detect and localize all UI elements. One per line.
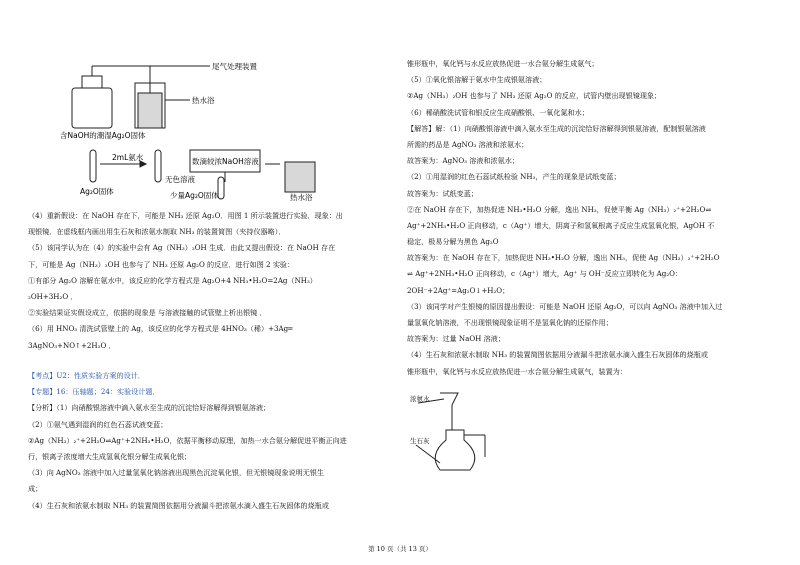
left-column-upper xyxy=(28,208,398,354)
figure1-caption: 含NaOH的潮湿Ag₂O固体 xyxy=(60,131,146,140)
text-line: 成； xyxy=(28,484,43,494)
right-column xyxy=(407,56,779,380)
fenxi-line: 【分析】（1）向硝酸银溶液中滴入氨水至生成的沉淀恰好溶解得到银氨溶液； xyxy=(28,403,271,413)
text-line: ②Ag（NH₃）₂⁺+2H₂O⇌Ag⁺+2NH₃•H₂O，依据平衡移动原理，加热一水合氨分解促进平衡正向进 xyxy=(28,435,347,445)
label-conc-ammonia: 浓氨水 xyxy=(410,395,430,403)
label-hot-bath-2: 热水浴 xyxy=(290,193,313,202)
label-colorless: 无色溶液 xyxy=(165,175,195,184)
label-quicklime: 生石灰 xyxy=(410,437,430,445)
figure-apparatus-2 xyxy=(40,142,340,202)
text-line: （2）①氨气遇到湿润的红色石蕊试液变蓝； xyxy=(28,419,168,429)
text-line: 故答案为：在 NaOH 存在下，加热促进 NH₃•H₂O 分解，逸出 NH₃，促使 Ag（NH₃）₂⁺+2H₂O xyxy=(407,253,720,263)
text-line: 锥形瓶中，氧化钙与水反应放热促进一水合氨分解生成氨气； xyxy=(407,59,599,68)
flask-ag2o xyxy=(72,88,112,128)
text-line: 量氢氧化钠溶液，不出现银镜现象证明不是氢氧化钠的还原作用； xyxy=(407,318,613,327)
text-line: （6）用 HNO₃ 清洗试管壁上的 Ag，该反应的化学方程式是 4HNO₃（稀）+3Ag═ xyxy=(28,324,293,334)
text-line: 现银镜．在虚线框内画出用生石灰和浓氨水制取 NH₃ 的装置简图（夹持仪器略）． xyxy=(28,227,286,237)
text-line: ⇌ Ag⁺+2NH₃•H₂O 正向移动，c（Ag⁺）增大，Ag⁺ 与 OH⁻反应立即转化为 Ag₂O： xyxy=(407,269,682,279)
text-line: （4）生石灰和浓氨水制取 NH₃ 的装置简图依据用分液漏斗把浓氨水滴入盛生石灰固体的烧瓶或 xyxy=(407,350,708,360)
label-tail-gas: 尾气处理装置 xyxy=(212,62,257,71)
label-naoh: 数滴较浓NaOH溶液 xyxy=(192,157,259,166)
text-line: （3）该同学对产生银镜的原因提出假设：可能是 NaOH 还原 Ag₂O，可以向 AgNO₃ 溶液中加入过 xyxy=(407,301,723,311)
label-little-ag2o: 少量Ag₂O固体 xyxy=(170,191,219,200)
text-line: ②Ag（NH₃）₂OH 也参与了 NH₃ 还原 Ag₂O 的反应，试管内壁出现银镜现象； xyxy=(407,91,662,101)
text-line: （2）①用湿润的红色石蕊试纸检验 NH₃，产生的现象是试纸变蓝； xyxy=(407,172,621,182)
jieda-line: 【解答】解：（1）向硝酸银溶液中滴入氨水至生成的沉淀恰好溶解得到银氨溶液，配制银氨溶液 xyxy=(407,123,706,133)
page-footer: 第 10 页（共 13 页） xyxy=(368,545,432,553)
text-line: ①有部分 Ag₂O 溶解在氨水中，该反应的化学方程式是 Ag₂O+4 NH₃•H₂O=2Ag（NH₃） xyxy=(28,275,317,285)
text-line: （6）稀硝酸洗试管和银反应生成硝酸银、一氧化氮和水； xyxy=(407,107,589,117)
text-line: ②实验结果证实假设成立，依据的现象是 与溶液接触的试管壁上析出银镜 ． xyxy=(28,308,267,318)
text-line: （4）生石灰和浓氨水制取 NH₃ 的装置简图依据用分液漏斗把浓氨水滴入盛生石灰固体的烧瓶或 xyxy=(28,500,329,510)
text-line: 锥形瓶中，氧化钙与水反应放热促进一水合氨分解生成氨气，装置为： xyxy=(407,366,627,376)
text-line: 行，银离子浓度增大生成氢氧化银分解生成氧化银； xyxy=(28,451,192,461)
text-line: （5）①氧化银溶解于氨水中生成银氨溶液； xyxy=(407,75,547,85)
text-line: 下，可能是 Ag（NH₃）₂OH 也参与了 NH₃ 还原 Ag₂O 的反应．进行如图 2 实验： xyxy=(28,259,295,269)
text-line: 3AgNO₃+NO↑+2H₂O ． xyxy=(28,340,116,350)
text-line: 故答案为：AgNO₃ 溶液和浓氨水； xyxy=(407,156,519,166)
text-line: Ag⁺+2NH₃•H₂O 正向移动，c（Ag⁺）增大，阴离子和氢氧根离子反应生成氢氧化银，AgOH 不 xyxy=(407,220,715,230)
text-line: （4）重新假设：在 NaOH 存在下，可能是 NH₃ 还原 Ag₂O．用图 1 所示装置进行实验．现象：出 xyxy=(28,211,343,220)
figure-nh3-apparatus xyxy=(410,385,520,480)
text-line: 稳定，极易分解为黑色 Ag₂O xyxy=(407,237,499,247)
text-line: 故答案为：过量 NaOH 溶液； xyxy=(407,334,505,344)
left-column-lower xyxy=(28,368,398,514)
label-hot-bath: 热水浴 xyxy=(192,96,215,105)
text-line: 2OH⁻+2Ag⁺=Ag₂O↓+H₂O； xyxy=(407,285,510,295)
flask-lime xyxy=(435,430,475,470)
kaodian-line: 【考点】U2：性质实验方案的设计． xyxy=(28,371,145,380)
text-line: ②在 NaOH 存在下，加热促进 NH₃•H₂O 分解，逸出 NH₃，促使平衡 Ag（NH₃）₂⁺+2H₂O⇌ xyxy=(407,204,712,214)
label-ammonia-2ml: 2mL氨水 xyxy=(112,153,144,162)
text-line: （5）该同学认为在（4）的实验中会有 Ag（NH₃）₂OH 生成．由此又提出假设：在 NaOH 存在 xyxy=(28,243,336,253)
text-line: 所需的药品是 AgNO₃ 溶液和浓氨水； xyxy=(407,139,529,149)
text-line: ₂OH+3H₂O ． xyxy=(28,291,78,301)
zhuanti-line: 【专题】16：压轴题；24：实验设计题． xyxy=(28,387,160,397)
text-line: 故答案为：试纸变蓝； xyxy=(407,188,478,198)
label-ag2o: Ag₂O固体 xyxy=(80,187,114,196)
separatory-funnel xyxy=(440,393,458,415)
text-line: （3）向 AgNO₃ 溶液中加入过量氢氧化钠溶液出现黑色沉淀氧化银，但无银镜现象说明无银生 xyxy=(28,468,325,478)
figure-apparatus-1 xyxy=(40,58,260,140)
